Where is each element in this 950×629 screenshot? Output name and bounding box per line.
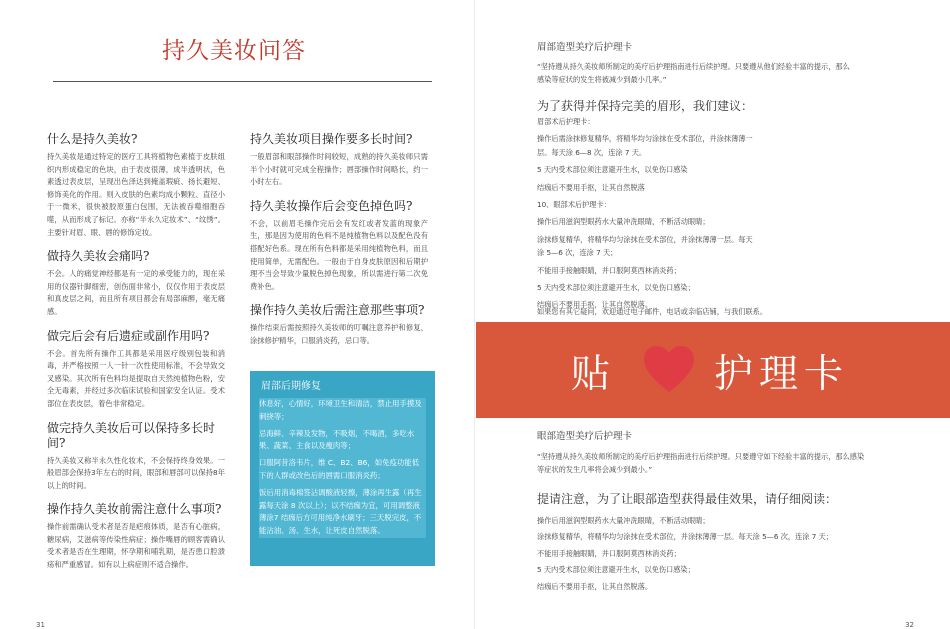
sidebar-paragraph: 口服阿昔洛韦片，维 C、B2、B6，如免疫功能低下的人群或改色后的唇需口服消炎药； [259, 458, 420, 480]
eyebrow-card-list [537, 115, 757, 312]
care-line: 眉部术后护理卡： [537, 117, 595, 126]
care-line: 结痂后不要用手抠，让其自然脱落。 [537, 581, 653, 591]
eye-card-title: 眼部造型美疗后护理卡 [537, 431, 633, 442]
right-column [250, 132, 428, 358]
title-divider [53, 81, 432, 82]
care-line: 10、眼部术后护理卡： [537, 200, 611, 210]
care-line: 结痂后不要用手抠，让其自然脱落。 [537, 300, 653, 310]
heart-icon [641, 342, 697, 398]
question-heading: 做持久美妆会痛吗? [47, 249, 150, 264]
question-heading: 操作持久美妆前需注意什么事项? [47, 502, 222, 517]
answer-text: 不会。人的痛觉神经都是有一定的承受能力的，现在采用的仪器针脚细密，创伤面非常小，仅仅作用于表皮层和真皮层之间，而且所有项目都会有局部麻醉，毫无痛感。 [47, 269, 225, 316]
care-line: 不能用手接触眼睛，并口服阿莫西林消炎药； [537, 548, 681, 558]
care-line: 5 天内受术部位须注意避开生水，以免伤口感染； [537, 565, 695, 575]
care-card-banner [476, 322, 950, 418]
answer-text: 一般眉部和眼部操作时间较短，成熟的持久美妆师只需半个小时就可完成全程操作；唇部操作时间略长，约一小时左右。 [250, 152, 428, 187]
sidebar-paragraph: 休息好，心情好，环境卫生和清洁，禁止用手摸及刺挠等； [259, 399, 422, 421]
care-line: 不能用手接触眼睛，并口服阿莫西林消炎药； [537, 265, 681, 275]
sidebar-paragraph: 饭后用消毒棉签沾调酸液轻擦，薄涂再生露（再生露每天涂 8 次以上）；以不结痂为宜，可用调整液薄涂7 结痂后方可用纯净水刷牙；三天脱完皮，不能沾油、汤、生水，让死皮自然脱落。 [259, 487, 422, 536]
answer-text: 不会。首先所有操作工具都是采用医疗级别包装和消毒，并严格按照一人一针一次性使用标准，不会导致交叉感染。其次所有色料均是提取自天然纯植物色粉，安全无毒素，并经过多次临床试验和国家安全认证。受术部位在表皮层，着色非常稳定。 [47, 348, 225, 408]
care-line: 操作后用滋润型眼药水大量冲洗眼睛，不断活动眼睛； [537, 516, 710, 525]
answer-text: 不会，以前眉毛操作完后会有发红或者发蓝的现象产生，那是因为使用的色料不是纯植物色料以及配色没有搭配好色系。现在所有色料都是采用纯植物色料，而且使用简单，无需配色。一般由于自身皮肤原因和后期护理不当会导致少量脱色掉色现象，所以需进行第二次免费补色。 [250, 218, 428, 291]
eyebrow-card-heading: 为了获得并保持完美的眉形，我们建议： [537, 99, 754, 113]
care-line: 操作后需涂抹修复精华，将精华均匀涂抹在受术部位，并涂抹薄薄一层。每天涂 6—8 次，连涂 7 天。 [537, 134, 753, 157]
sidebar-box-body [259, 398, 426, 538]
contact-line: 如果您有其它疑问，欢迎通过电子邮件，电话或亲临店铺，与我们联系。 [537, 307, 768, 316]
sidebar-paragraph: 忌海鲜、辛辣及发物，不吸烟，不喝酒，多吃水果、蔬菜、主食以及瘦肉等； [259, 428, 415, 451]
page-title: 持久美妆问答 [162, 38, 306, 64]
page-number-left: 31 [36, 621, 45, 629]
page-number-right: 32 [905, 621, 914, 629]
care-line: 5 天内受术部位须注意避开生水，以免伤口感染； [537, 283, 695, 293]
care-line: 涂抹修复精华，将精华均匀涂抹在受术部位，并涂抹薄薄一层。每天涂 5—6 次，连涂 7 天； [537, 234, 753, 258]
eye-card-list [537, 514, 867, 593]
care-line: 操作后用滋润型眼药水大量冲洗眼睛，不断活动眼睛； [537, 217, 710, 227]
question-heading: 做完后会有后遗症或副作用吗? [47, 328, 210, 343]
answer-text: 操作结束后需按照持久美妆师的叮嘱注意养护和修复，涂抹修护精华，口服消炎药，忌口等。 [250, 323, 428, 345]
care-line: 涂抹修复精华，将精华均匀涂抹在受术部位，并涂抹薄薄一层。每天涂 5—6 次，连涂 7 天； [537, 532, 833, 542]
question-heading: 持久美妆操作后会变色掉色吗? [250, 198, 413, 213]
eye-card-heading: 提请注意，为了让眼部造型获得最佳效果，请仔细阅读： [537, 492, 838, 506]
question-heading: 操作持久美妆后需注意那些事项? [250, 303, 425, 318]
left-column [47, 132, 225, 582]
eyebrow-card-quote: “坚持遵从持久美妆师所制定的美疗后护理指南进行后续护理。只要遵从他们经验丰富的提示，那么感染等症状的发生将被减少到最小几率。” [537, 62, 850, 85]
answer-text: 持久美妆又称半永久性化妆术，不会保持终身效果。一般眉部会保持3年左右的时间，眼部和唇部可以保持8年以上的时间。 [47, 455, 225, 490]
care-line: 结痂后不要用手抠，让其自然脱落 [537, 182, 645, 192]
eye-card-quote: “坚持遵从持久美妆师所制定的美疗后护理指南进行后续护理。只要遵守如下经验丰富的提示，那么感染等症状的发生几率将会减少到最小。” [537, 452, 865, 475]
question-heading: 持久美妆项目操作要多长时间? [250, 132, 413, 146]
banner-text-care-card: 护理卡 [714, 352, 850, 397]
question-heading: 做完持久美妆后可以保持多长时间? [47, 420, 216, 450]
care-line: 5 天内受术部位须注意避开生水，以免伤口感染 [537, 165, 688, 175]
banner-text-tie: 贴 [571, 352, 611, 397]
aftercare-sidebar-box [250, 371, 435, 566]
answer-text: 操作前需确认受术者是否是疤痕体质，是否有心脏病，糖尿病，艾滋病等传染性病症；操作嘴唇的顾客需确认受术者是否在生理期，怀孕期和哺乳期，是否患口腔溃疡和严重感冒。如有以上病症则不适合操作。 [47, 522, 225, 570]
answer-text: 持久美妆是通过特定的医疗工具将植物色素植于皮肤组织内形成稳定的色块，由于表皮很薄，成半透明状，色素透过表皮层，呈现出色泽达到掩盖瑕疵、扬长避短、修饰美化的作用。则入皮肤的色素均成小颗粒、直径小于一微米，很快被胶原蛋白包围，无法被吞噬细胞吞噬，从而形成了标记。亦称“半永久定妆术”、“纹绣”。主要针对眉、眼、唇的修饰定妆。 [47, 152, 225, 237]
eyebrow-card-title: 眉部造型美疗后护理卡 [537, 42, 633, 53]
question-heading: 什么是持久美妆? [47, 132, 138, 146]
sidebar-box-title: 眉部后期修复 [261, 381, 321, 392]
